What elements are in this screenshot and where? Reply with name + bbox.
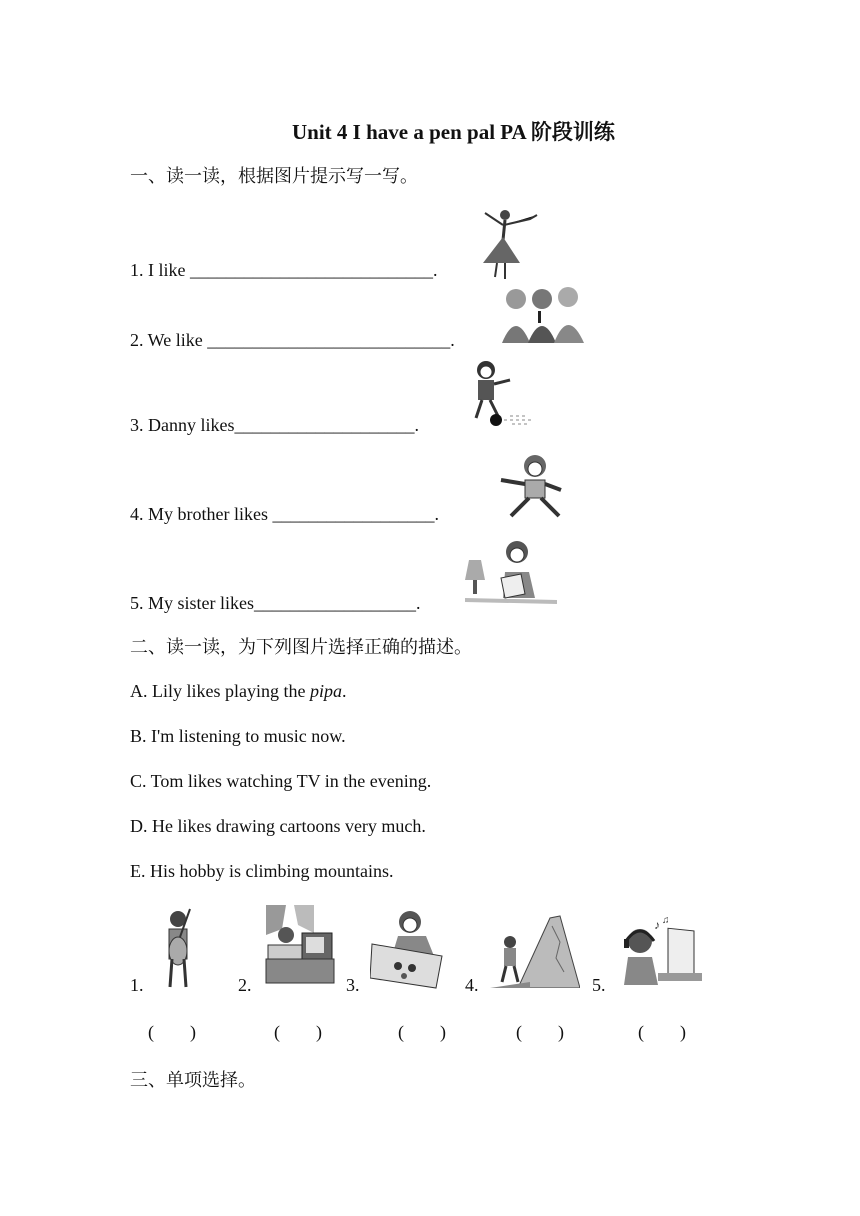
option-a: A. Lily likes playing the pipa. <box>130 681 347 701</box>
answer-bracket-1[interactable]: ( ) <box>148 1022 196 1042</box>
mountain-climber-icon <box>490 912 580 988</box>
option-b: B. I'm listening to music now. <box>130 726 346 746</box>
boy-football-icon <box>462 358 534 430</box>
picture-number-4: 4. <box>465 975 479 995</box>
section-3-heading: 三、单项选择。 <box>130 1070 256 1091</box>
ballet-dancer-icon <box>475 205 545 280</box>
question-4: 4. My brother likes __________________. <box>130 504 439 524</box>
question-3: 3. Danny likes____________________. <box>130 415 419 435</box>
page-title: Unit 4 I have a pen pal PA 阶段训练 <box>292 120 615 144</box>
question-2: 2. We like ___________________________. <box>130 330 455 350</box>
picture-number-5: 5. <box>592 975 606 995</box>
music-listener-icon <box>618 915 702 989</box>
answer-bracket-3[interactable]: ( ) <box>398 1022 446 1042</box>
tv-watching-icon <box>262 905 338 989</box>
answer-bracket-4[interactable]: ( ) <box>516 1022 564 1042</box>
option-d: D. He likes drawing cartoons very much. <box>130 816 426 836</box>
drawing-boy-icon <box>370 908 454 990</box>
question-5: 5. My sister likes__________________. <box>130 593 421 613</box>
kung-fu-boy-icon <box>495 450 567 522</box>
section-1-heading: 一、读一读，根据图片提示写一写。 <box>130 166 418 187</box>
svg-text:♫: ♫ <box>662 915 670 926</box>
answer-bracket-2[interactable]: ( ) <box>274 1022 322 1042</box>
pipa-player-icon <box>160 905 196 989</box>
option-c: C. Tom likes watching TV in the evening. <box>130 771 432 791</box>
question-1: 1. I like ___________________________. <box>130 260 438 280</box>
svg-text:♪: ♪ <box>654 918 660 932</box>
option-e: E. His hobby is climbing mountains. <box>130 861 394 881</box>
singing-children-icon <box>498 285 590 343</box>
girl-reading-icon <box>465 538 557 608</box>
picture-number-1: 1. <box>130 975 144 995</box>
section-2-heading: 二、读一读，为下列图片选择正确的描述。 <box>130 637 472 658</box>
picture-number-2: 2. <box>238 975 252 995</box>
picture-number-3: 3. <box>346 975 360 995</box>
answer-bracket-5[interactable]: ( ) <box>638 1022 686 1042</box>
